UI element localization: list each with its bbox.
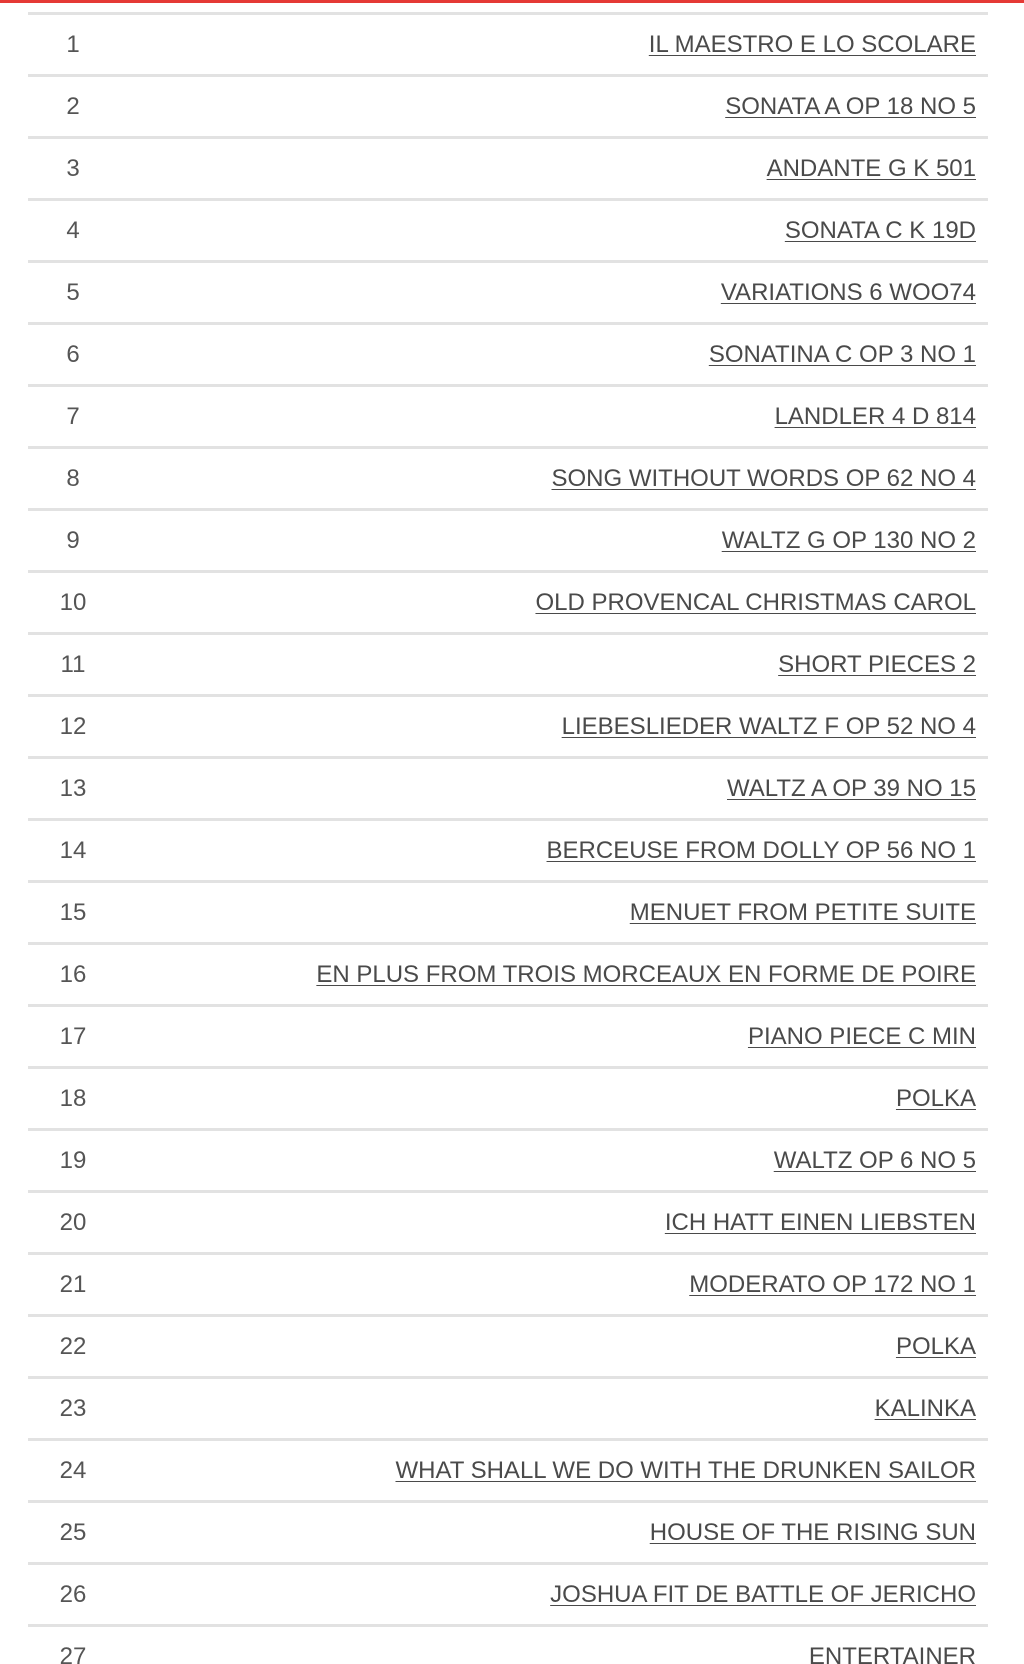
piece-number: 6: [66, 341, 80, 368]
piece-title-link[interactable]: WALTZ A OP 39 NO 15: [727, 775, 976, 802]
piece-number: 25: [59, 1519, 87, 1546]
table-row: [28, 139, 988, 201]
table-row: [28, 15, 988, 77]
piece-title-link[interactable]: POLKA: [895, 1085, 976, 1112]
piece-title-link[interactable]: MENUET FROM PETITE SUITE: [629, 899, 976, 926]
table-row: [28, 697, 988, 759]
table-row: [28, 1565, 988, 1627]
piece-title-link[interactable]: IL MAESTRO E LO SCOLARE: [648, 31, 976, 58]
pieces-list: [28, 15, 988, 1664]
table-row: [28, 387, 988, 449]
piece-number: 11: [60, 651, 86, 678]
table-row: [28, 1379, 988, 1441]
piece-title-link[interactable]: JOSHUA FIT DE BATTLE OF JERICHO: [550, 1581, 976, 1608]
piece-number: 1: [66, 31, 80, 58]
piece-title-link[interactable]: WALTZ G OP 130 NO 2: [721, 527, 976, 554]
piece-number: 20: [59, 1209, 87, 1236]
piece-title-link[interactable]: SHORT PIECES 2: [778, 651, 976, 678]
piece-number: 26: [59, 1581, 87, 1608]
piece-number: 12: [59, 713, 87, 740]
table-row: [28, 573, 988, 635]
piece-number: 5: [66, 279, 80, 306]
piece-title-link[interactable]: MODERATO OP 172 NO 1: [689, 1271, 976, 1298]
piece-number: 19: [59, 1147, 87, 1174]
table-row: [28, 883, 988, 945]
piece-title-link[interactable]: EN PLUS FROM TROIS MORCEAUX EN FORME DE POIRE: [316, 961, 976, 988]
piece-title-link[interactable]: KALINKA: [874, 1395, 976, 1422]
piece-title-link[interactable]: SONATINA C OP 3 NO 1: [708, 341, 976, 368]
table-row: [28, 1503, 988, 1565]
piece-title-link[interactable]: ENTERTAINER: [808, 1643, 976, 1664]
piece-title-link[interactable]: ANDANTE G K 501: [766, 155, 976, 182]
table-row: [28, 1627, 988, 1664]
table-row: [28, 1317, 988, 1379]
piece-number: 27: [59, 1643, 87, 1664]
piece-title-link[interactable]: OLD PROVENCAL CHRISTMAS CAROL: [535, 589, 976, 616]
table-row: [28, 1193, 988, 1255]
piece-number: 10: [59, 589, 87, 616]
piece-number: 9: [66, 527, 80, 554]
piece-title-link[interactable]: LIEBESLIEDER WALTZ F OP 52 NO 4: [561, 713, 976, 740]
pieces-table: [28, 12, 988, 1664]
piece-number: 14: [59, 837, 87, 864]
table-row: [28, 821, 988, 883]
piece-title-link[interactable]: WHAT SHALL WE DO WITH THE DRUNKEN SAILOR: [395, 1457, 976, 1484]
table-row: [28, 1069, 988, 1131]
piece-number: 8: [66, 465, 80, 492]
table-row: [28, 1007, 988, 1069]
piece-number: 2: [66, 93, 80, 120]
piece-number: 13: [59, 775, 87, 802]
piece-number: 21: [59, 1271, 87, 1298]
table-row: [28, 1255, 988, 1317]
piece-number: 17: [59, 1023, 87, 1050]
piece-title-link[interactable]: ICH HATT EINEN LIEBSTEN: [664, 1209, 976, 1236]
table-row: [28, 511, 988, 573]
table-row: [28, 1131, 988, 1193]
piece-title-link[interactable]: BERCEUSE FROM DOLLY OP 56 NO 1: [546, 837, 976, 864]
piece-number: 7: [66, 403, 80, 430]
table-row: [28, 635, 988, 697]
piece-number: 15: [59, 899, 87, 926]
piece-number: 23: [59, 1395, 87, 1422]
piece-title-link[interactable]: WALTZ OP 6 NO 5: [773, 1147, 976, 1174]
table-row: [28, 1441, 988, 1503]
table-row: [28, 449, 988, 511]
table-row: [28, 945, 988, 1007]
piece-number: 4: [66, 217, 80, 244]
top-accent-bar: [0, 0, 1024, 3]
table-row: [28, 759, 988, 821]
piece-title-link[interactable]: HOUSE OF THE RISING SUN: [649, 1519, 976, 1546]
table-row: [28, 263, 988, 325]
piece-number: 22: [59, 1333, 87, 1360]
table-row: [28, 201, 988, 263]
piece-title-link[interactable]: VARIATIONS 6 WOO74: [720, 279, 976, 306]
piece-title-link[interactable]: SONATA C K 19D: [784, 217, 976, 244]
piece-title-link[interactable]: SONATA A OP 18 NO 5: [725, 93, 976, 120]
table-row: [28, 77, 988, 139]
piece-title-link[interactable]: SONG WITHOUT WORDS OP 62 NO 4: [551, 465, 976, 492]
piece-title-link[interactable]: PIANO PIECE C MIN: [747, 1023, 976, 1050]
table-row: [28, 325, 988, 387]
piece-number: 18: [59, 1085, 87, 1112]
piece-number: 24: [59, 1457, 87, 1484]
piece-title-link[interactable]: POLKA: [895, 1333, 976, 1360]
piece-title-link[interactable]: LANDLER 4 D 814: [774, 403, 976, 430]
piece-number: 16: [59, 961, 87, 988]
piece-number: 3: [66, 155, 80, 182]
